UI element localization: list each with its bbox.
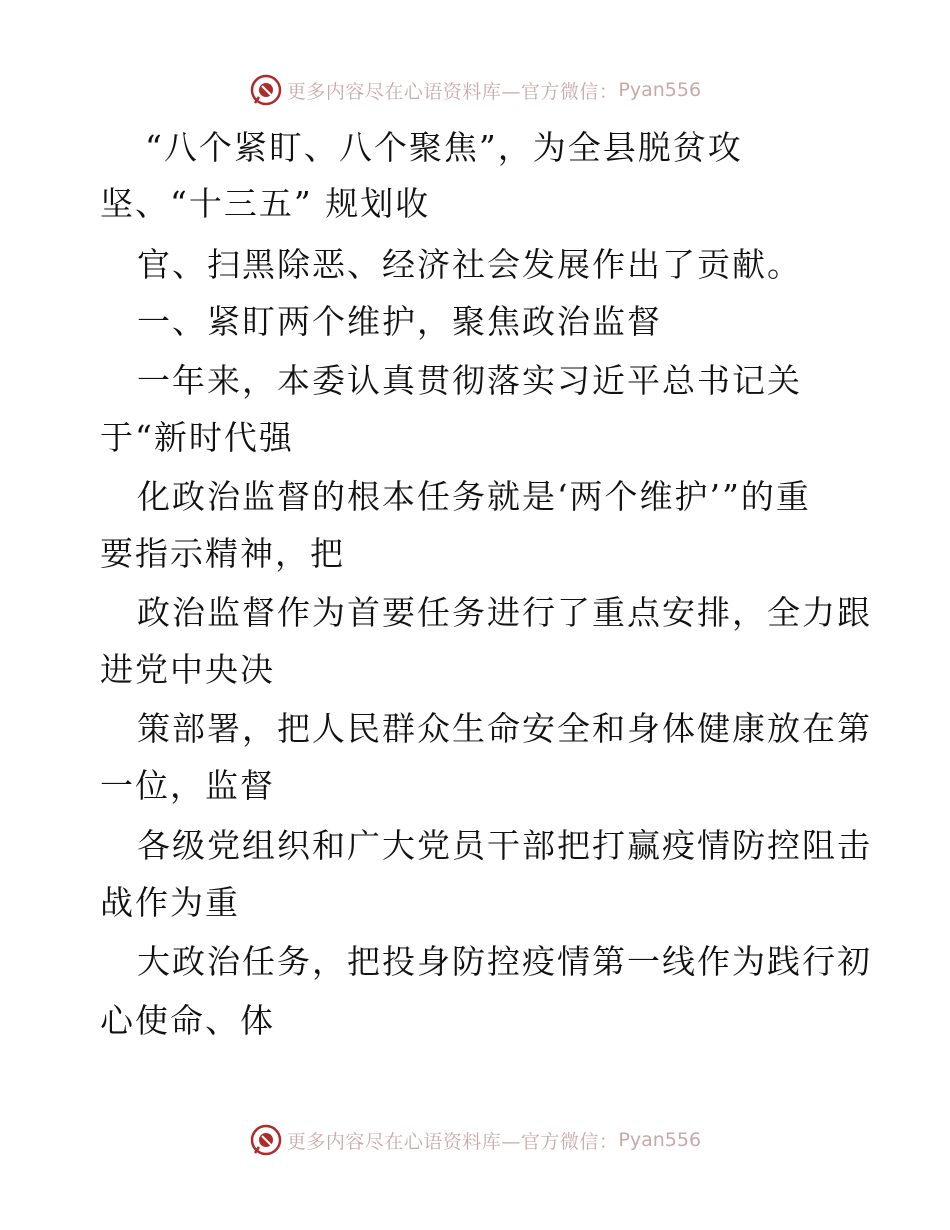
- text-line: 战作为重: [100, 883, 240, 922]
- text-line: 坚、“十三五” 规划收: [100, 184, 431, 223]
- section-heading: 一、紧盯两个维护，聚焦政治监督: [137, 302, 662, 341]
- banner-wechat-id: Pyan556: [618, 1129, 702, 1151]
- banner-text: 更多内容尽在心语资料库—官方微信：: [286, 80, 619, 103]
- text-line: 一位，监督: [100, 766, 275, 805]
- text-line: 化政治监督的根本任务就是‘两个维护’”的重: [137, 477, 811, 516]
- text-line: 一年来，本委认真贯彻落实习近平总书记关: [137, 361, 802, 400]
- banner-wechat-id: Pyan556: [618, 79, 702, 101]
- text-line: 进党中央决: [100, 650, 275, 689]
- banner-text: 更多内容尽在心语资料库—官方微信：: [286, 1130, 619, 1153]
- text-line: 各级党组织和广大党员干部把打赢疫情防控阻击: [137, 826, 872, 865]
- text-line: “八个紧盯、八个聚焦”，为全县脱贫攻: [145, 128, 743, 167]
- footer-banner: [0, 1120, 950, 1160]
- text-line: 要指示精神，把: [100, 534, 345, 573]
- text-line: 大政治任务，把投身防控疫情第一线作为践行初: [137, 942, 872, 981]
- text-line: 于“新时代强: [100, 418, 294, 457]
- text-line: 策部署，把人民群众生命安全和身体健康放在第: [137, 709, 872, 748]
- text-line: 心使命、体: [100, 1001, 275, 1040]
- chat-bubble-logo-icon: [249, 1123, 283, 1157]
- text-line: 政治监督作为首要任务进行了重点安排，全力跟: [137, 593, 872, 632]
- text-line: 官、扫黑除恶、经济社会发展作出了贡献。: [137, 245, 802, 284]
